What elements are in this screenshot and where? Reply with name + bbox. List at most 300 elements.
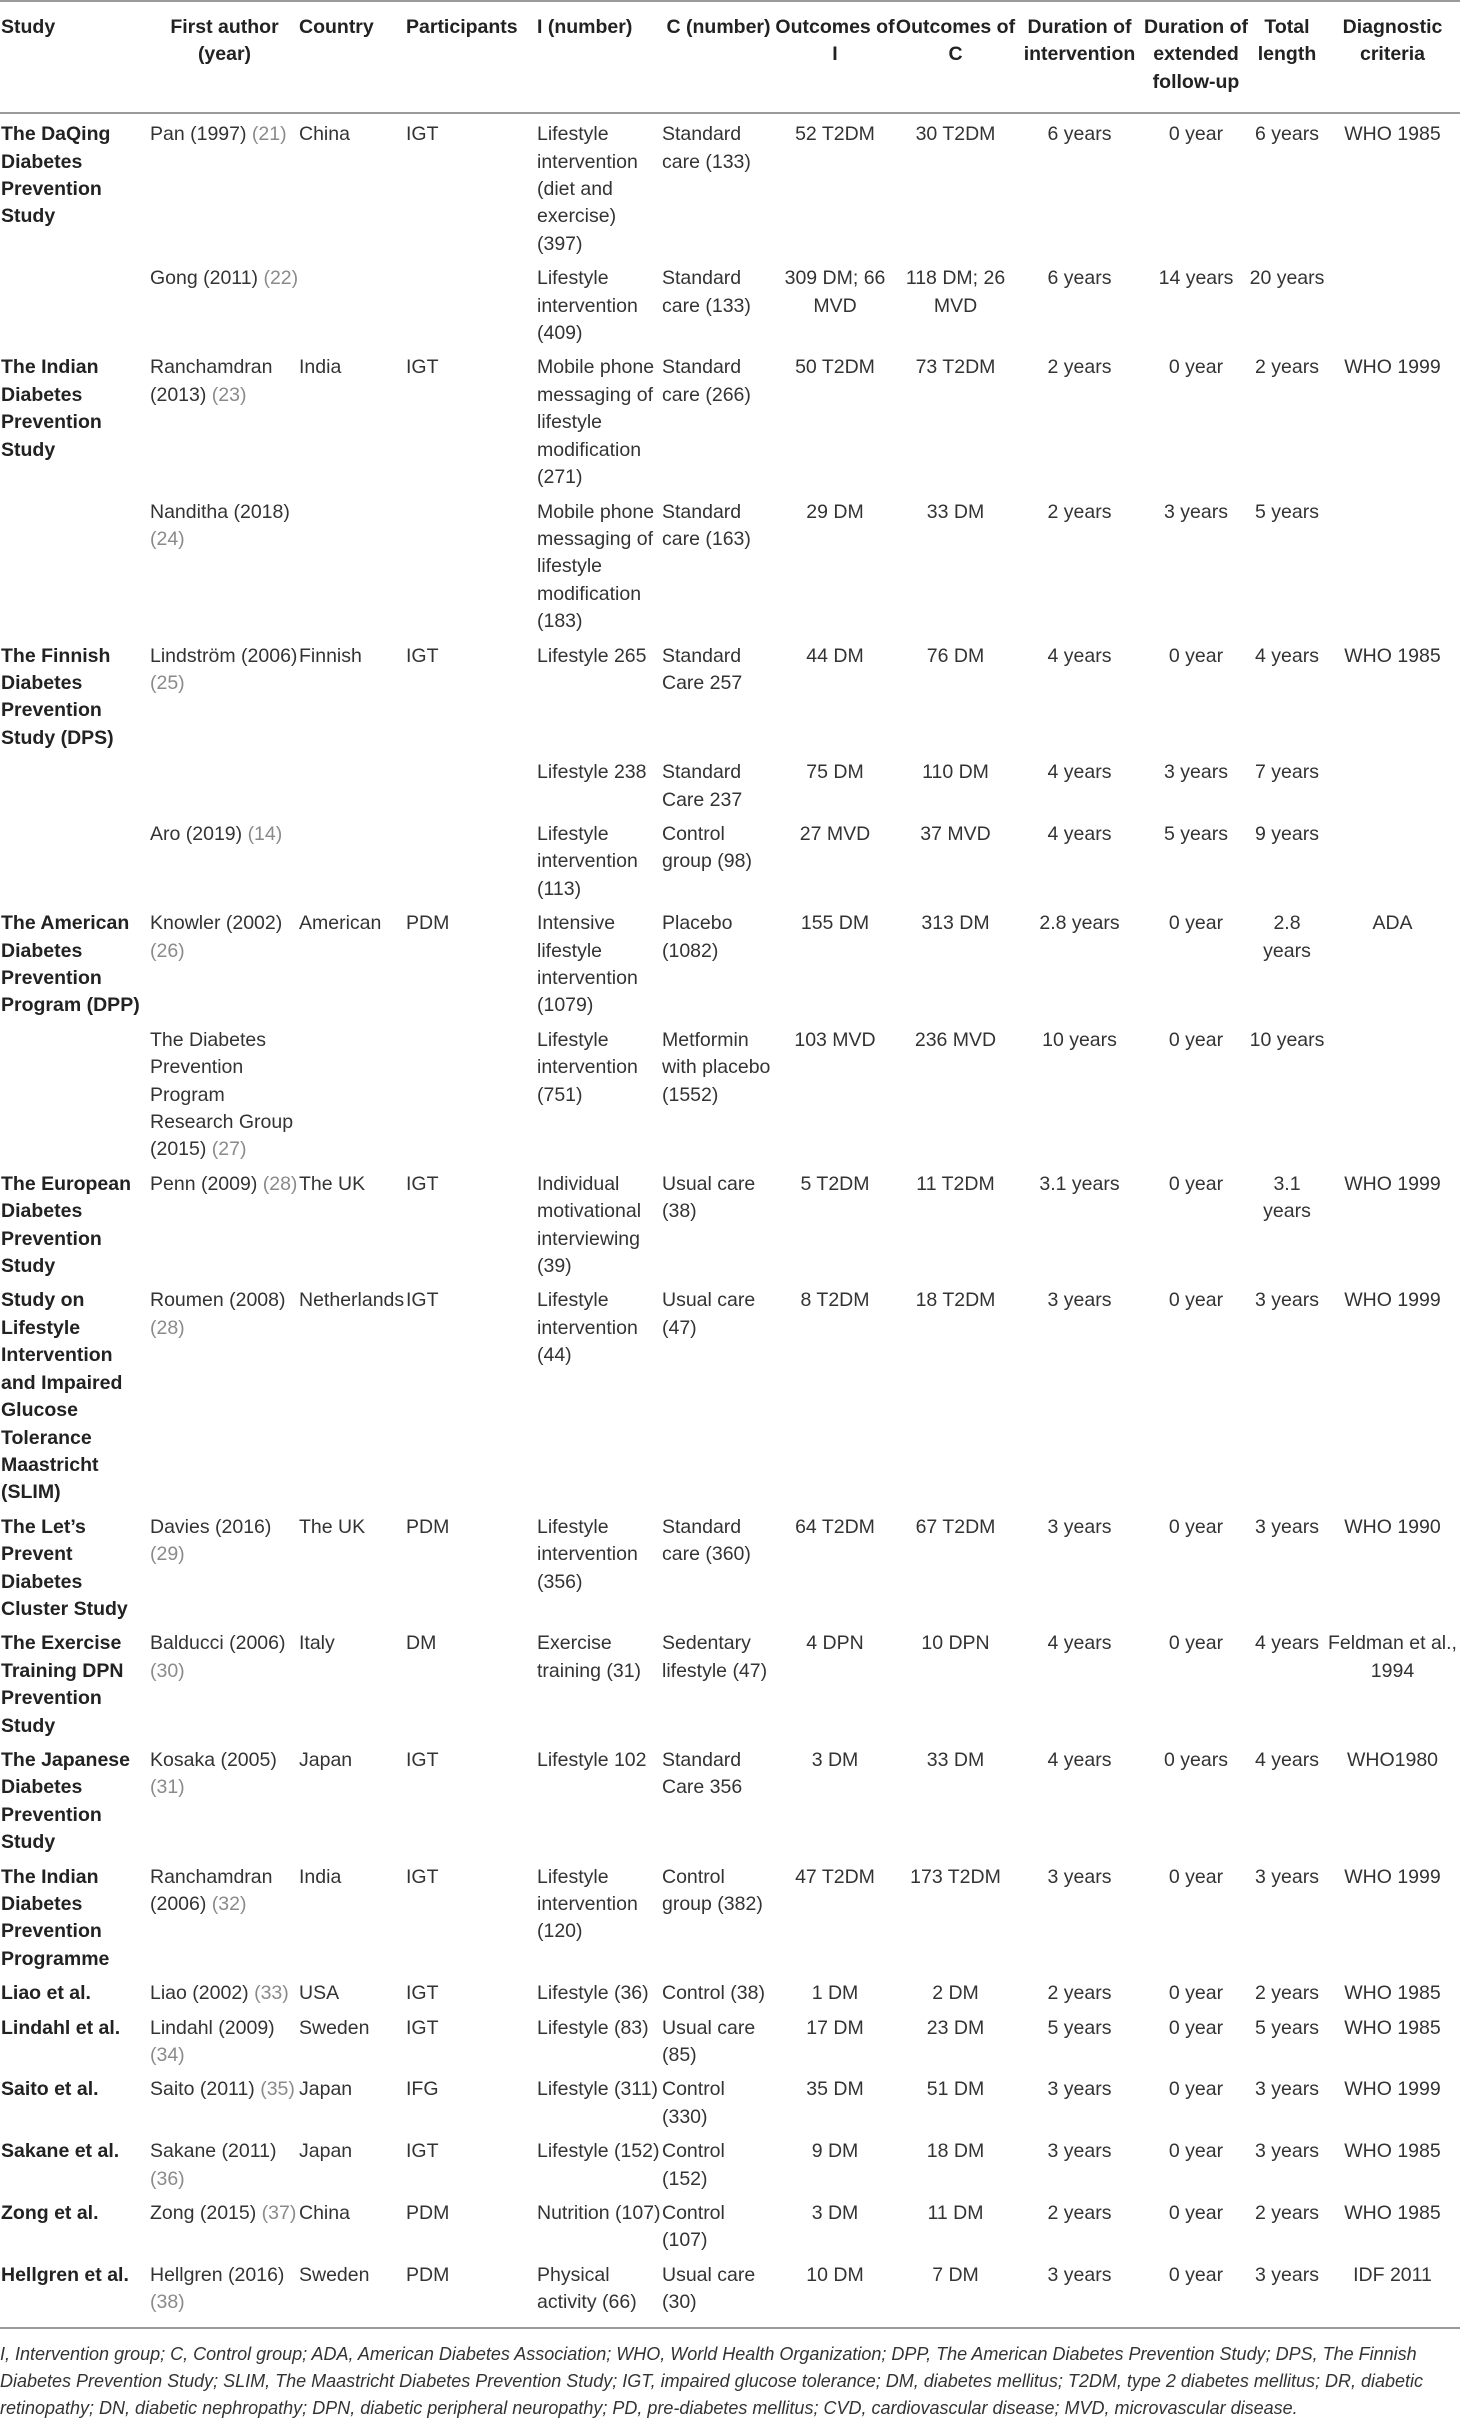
cell-outcomes-i: 3 DM: [811, 2202, 859, 2225]
header-outcomes-c: Outcomes of C: [895, 1, 1016, 113]
table-row: [0, 1164, 1460, 1281]
author-text: Penn (2009): [150, 1172, 258, 1195]
table-row: [0, 113, 1460, 258]
reference-link[interactable]: (35): [260, 2078, 295, 2101]
author-text: Roumen (2008): [150, 1289, 286, 1312]
cell-study: The Finnish Diabetes Prevention Study (DPS): [1, 644, 114, 749]
cell-country: China: [299, 2202, 350, 2225]
cell-outcomes-c: 51 DM: [926, 2078, 985, 2101]
cell-outcomes-i: 9 DM: [811, 2140, 859, 2163]
cell-diagnostic-criteria: [1325, 814, 1460, 903]
cell-outcomes-i: 5 T2DM: [800, 1172, 870, 1195]
cell-outcomes-i: 309 DM; 66 MVD: [784, 267, 886, 317]
cell-diagnostic-criteria: WHO 1985: [1344, 2140, 1441, 2163]
cell-total-length: 3 years: [1255, 2263, 1319, 2286]
cell-diagnostic-criteria: WHO 1999: [1344, 1865, 1441, 1888]
cell-duration-intervention: 3 years: [1047, 1289, 1112, 1312]
table-row: [0, 1020, 1460, 1164]
cell-outcomes-c: 110 DM: [922, 761, 989, 784]
cell-intervention: Lifestyle intervention (409): [537, 267, 638, 345]
cell-participants: [406, 1020, 537, 1164]
cell-intervention: Lifestyle intervention (113): [537, 822, 638, 900]
author-text: Zong (2015): [150, 2202, 257, 2225]
cell-first-author: [150, 2255, 299, 2327]
cell-outcomes-i: 50 T2DM: [795, 356, 875, 379]
cell-duration-intervention: 4 years: [1047, 1632, 1112, 1655]
cell-intervention: Lifestyle (83): [537, 2016, 649, 2039]
header-total-length: Total length: [1249, 1, 1325, 113]
cell-diagnostic-criteria: [1325, 492, 1460, 636]
cell-duration-follow-up: 5 years: [1164, 822, 1228, 845]
cell-study: The Let’s Prevent Diabetes Cluster Study: [1, 1515, 128, 1620]
reference-link[interactable]: (21): [251, 123, 287, 146]
cell-duration-follow-up: 0 year: [1168, 2202, 1224, 2225]
cell-first-author: [150, 1857, 299, 1974]
cell-participants: [406, 814, 537, 903]
author-text: Pan (1997): [150, 123, 247, 146]
cell-duration-follow-up: 0 year: [1168, 1515, 1224, 1538]
cell-outcomes-i: 44 DM: [806, 644, 864, 667]
cell-outcomes-i: 4 DPN: [806, 1632, 864, 1655]
cell-duration-follow-up: 0 years: [1164, 1748, 1228, 1771]
cell-study: The DaQing Diabetes Prevention Study: [1, 123, 111, 228]
author-text: Lindström (2006): [150, 644, 298, 667]
cell-study: Lindahl et al.: [1, 2016, 121, 2039]
cell-control: Standard Care 356: [662, 1748, 743, 1799]
cell-duration-follow-up: 0 year: [1168, 644, 1224, 667]
table-row: [0, 2008, 1460, 2070]
table-row: [0, 636, 1460, 753]
cell-outcomes-i: 35 DM: [806, 2078, 864, 2101]
cell-country: Netherlands: [299, 1289, 405, 1312]
cell-participants: PDM: [406, 1515, 450, 1538]
reference-link[interactable]: (28): [262, 1172, 298, 1195]
cell-duration-intervention: 4 years: [1047, 822, 1112, 845]
cell-control: Standard care (133): [662, 123, 751, 173]
cell-study: The Exercise Training DPN Prevention Study: [1, 1632, 124, 1737]
cell-duration-follow-up: 14 years: [1158, 267, 1234, 290]
cell-duration-follow-up: 0 year: [1168, 1172, 1224, 1195]
cell-outcomes-c: 18 DM: [926, 2140, 985, 2163]
author-text: Balducci (2006): [150, 1632, 286, 1655]
cell-intervention: Lifestyle intervention (356): [537, 1515, 638, 1593]
cell-country: Japan: [299, 2140, 353, 2163]
cell-duration-intervention: 3 years: [1047, 1865, 1112, 1888]
cell-first-author: [150, 1973, 299, 2007]
author-text: Aro (2019): [150, 822, 243, 845]
author-text: Sakane (2011): [150, 2140, 277, 2163]
cell-control: Metformin with placebo (1552): [662, 1028, 771, 1106]
cell-diagnostic-criteria: IDF 2011: [1353, 2263, 1432, 2286]
table-row: [0, 1507, 1460, 1624]
cell-participants: PDM: [406, 2263, 450, 2286]
cell-duration-follow-up: 0 year: [1168, 2078, 1224, 2101]
cell-intervention: Exercise training (31): [537, 1632, 642, 1682]
cell-outcomes-c: 23 DM: [926, 2016, 985, 2039]
author-text: Ranchamdran (2013): [150, 356, 273, 406]
table-row: [0, 2193, 1460, 2255]
cell-participants: [406, 492, 537, 636]
cell-study: [0, 258, 150, 347]
cell-study: Zong et al.: [1, 2202, 99, 2225]
cell-country: China: [299, 123, 350, 146]
cell-diagnostic-criteria: WHO 1985: [1344, 644, 1441, 667]
cell-duration-follow-up: 0 year: [1168, 356, 1224, 379]
cell-participants: IGT: [406, 2140, 439, 2163]
cell-total-length: 3 years: [1255, 2140, 1319, 2163]
cell-duration-intervention: 6 years: [1047, 123, 1112, 146]
cell-duration-follow-up: 0 year: [1168, 1865, 1224, 1888]
cell-country: Japan: [299, 2078, 353, 2101]
cell-outcomes-i: 3 DM: [811, 1748, 859, 1771]
cell-intervention: Lifestyle (36): [537, 1982, 649, 2005]
cell-first-author: [150, 1164, 299, 1281]
header-duration-intervention: Duration of intervention: [1016, 1, 1143, 113]
reference-link[interactable]: (25): [150, 671, 185, 694]
cell-study: [0, 1020, 150, 1164]
cell-diagnostic-criteria: WHO 1985: [1344, 2202, 1441, 2225]
cell-first-author: [150, 2008, 299, 2070]
cell-outcomes-i: 10 DM: [806, 2263, 864, 2286]
cell-country: Italy: [299, 1632, 335, 1655]
cell-outcomes-c: 33 DM: [926, 1748, 985, 1771]
cell-control: Placebo (1082): [662, 912, 733, 962]
cell-participants: IGT: [406, 1982, 439, 2005]
cell-country: India: [299, 1865, 342, 1888]
cell-outcomes-i: 1 DM: [811, 1982, 859, 2005]
cell-control: Standard Care 237: [662, 761, 743, 811]
cell-duration-follow-up: 0 year: [1168, 2140, 1224, 2163]
cell-outcomes-i: 17 DM: [806, 2016, 864, 2039]
cell-participants: IGT: [406, 644, 439, 667]
table-row: [0, 1280, 1460, 1506]
cell-study: [0, 814, 150, 903]
cell-country: [299, 814, 406, 903]
cell-participants: [406, 752, 537, 814]
cell-first-author: [150, 1280, 299, 1506]
cell-outcomes-c: 118 DM; 26 MVD: [905, 267, 1006, 317]
header-row: [0, 1, 1460, 113]
cell-intervention: Lifestyle 102: [537, 1748, 647, 1771]
header-country: Country: [299, 1, 406, 113]
cell-participants: IGT: [406, 356, 439, 379]
cell-country: Japan: [299, 1748, 353, 1771]
header-outcomes-i: Outcomes of I: [775, 1, 895, 113]
cell-intervention: Physical activity (66): [537, 2263, 637, 2314]
cell-duration-follow-up: 0 year: [1168, 123, 1224, 146]
cell-first-author: [150, 492, 299, 636]
cell-first-author: [150, 258, 299, 347]
cell-country: [299, 258, 406, 347]
cell-duration-intervention: 3 years: [1047, 2078, 1112, 2101]
author-text: Gong (2011): [150, 267, 259, 290]
reference-link[interactable]: (32): [211, 1893, 247, 1915]
table-row: [0, 752, 1460, 814]
cell-total-length: 9 years: [1255, 822, 1319, 845]
cell-intervention: Nutrition (107): [537, 2202, 661, 2225]
cell-duration-follow-up: 0 year: [1168, 1289, 1224, 1312]
cell-duration-intervention: 2 years: [1047, 356, 1112, 379]
cell-study: [0, 492, 150, 636]
cell-country: Sweden: [299, 2016, 370, 2039]
cell-total-length: 3 years: [1255, 1865, 1319, 1888]
cell-study: [0, 752, 150, 814]
cell-first-author: [150, 903, 299, 1020]
cell-duration-follow-up: 3 years: [1164, 500, 1228, 523]
cell-total-length: 3 years: [1255, 2078, 1319, 2101]
cell-outcomes-c: 73 T2DM: [915, 356, 996, 379]
cell-first-author: [150, 752, 299, 814]
cell-first-author: [150, 636, 299, 753]
reference-link[interactable]: (28): [150, 1316, 185, 1339]
header-intervention: I (number): [537, 1, 662, 113]
cell-intervention: Individual motivational interviewing (39): [537, 1172, 642, 1278]
cell-participants: PDM: [406, 2202, 450, 2225]
cell-intervention: Mobile phone messaging of lifestyle modification (183): [537, 500, 655, 633]
cell-diagnostic-criteria: Feldman et al., 1994: [1328, 1632, 1457, 1682]
table-row: [0, 903, 1460, 1020]
cell-outcomes-i: 103 MVD: [794, 1028, 876, 1051]
author-text: Saito (2011): [150, 2078, 255, 2101]
cell-diagnostic-criteria: [1325, 258, 1460, 347]
cell-outcomes-c: 7 DM: [932, 2263, 979, 2286]
cell-total-length: 7 years: [1255, 761, 1319, 784]
cell-control: Control group (98): [662, 822, 752, 873]
cell-outcomes-c: 18 T2DM: [915, 1289, 996, 1312]
author-text: Kosaka (2005): [150, 1748, 277, 1771]
cell-outcomes-i: 27 MVD: [799, 822, 871, 845]
cell-duration-intervention: 3 years: [1047, 2140, 1112, 2163]
cell-outcomes-i: 47 T2DM: [795, 1865, 875, 1888]
cell-diagnostic-criteria: WHO 1999: [1344, 1172, 1441, 1195]
cell-study: Saito et al.: [1, 2078, 99, 2101]
author-text: Davies (2016): [150, 1515, 272, 1538]
table-row: [0, 2255, 1460, 2327]
author-text: Hellgren (2016): [150, 2263, 285, 2286]
author-text: Ranchamdran (2006): [150, 1865, 273, 1915]
cell-total-length: 4 years: [1255, 1748, 1319, 1771]
reference-link[interactable]: (27): [211, 1138, 247, 1161]
cell-intervention: Lifestyle 238: [537, 761, 647, 784]
cell-intervention: Lifestyle (311): [537, 2078, 659, 2101]
cell-total-length: 2 years: [1255, 2202, 1319, 2225]
cell-total-length: 2 years: [1255, 1982, 1319, 2005]
cell-outcomes-c: 10 DPN: [921, 1632, 990, 1655]
cell-first-author: [150, 1623, 299, 1740]
cell-first-author: [150, 1507, 299, 1624]
reference-link[interactable]: (36): [150, 2167, 185, 2190]
table-row: [0, 492, 1460, 636]
cell-control: Usual care (30): [662, 2263, 756, 2314]
cell-total-length: 2 years: [1255, 356, 1319, 379]
table-row: [0, 2131, 1460, 2193]
cell-duration-intervention: 5 years: [1047, 2016, 1112, 2039]
cell-diagnostic-criteria: [1325, 1020, 1460, 1164]
cell-duration-follow-up: 0 year: [1168, 2016, 1224, 2039]
cell-participants: PDM: [406, 912, 450, 935]
reference-link[interactable]: (37): [261, 2202, 297, 2225]
cell-diagnostic-criteria: WHO 1985: [1344, 2016, 1441, 2039]
cell-intervention: Lifestyle intervention (diet and exercise) (397): [537, 123, 638, 255]
table-row: [0, 1740, 1460, 1857]
cell-control: Standard care (133): [662, 267, 751, 317]
reference-link[interactable]: (24): [150, 527, 185, 550]
cell-participants: IGT: [406, 1172, 439, 1195]
cell-country: [299, 752, 406, 814]
cell-total-length: 4 years: [1255, 644, 1319, 667]
cell-total-length: 6 years: [1255, 123, 1319, 146]
cell-intervention: Lifestyle 265: [537, 644, 647, 667]
cell-outcomes-c: 67 T2DM: [915, 1515, 996, 1538]
reference-link[interactable]: (38): [150, 2291, 185, 2314]
cell-duration-follow-up: 3 years: [1164, 761, 1228, 784]
reference-link[interactable]: (33): [254, 1982, 289, 2005]
cell-first-author: [150, 2069, 299, 2131]
cell-diagnostic-criteria: [1325, 752, 1460, 814]
cell-diagnostic-criteria: ADA: [1372, 912, 1413, 935]
cell-first-author: [150, 1020, 299, 1164]
cell-total-length: 4 years: [1255, 1632, 1319, 1655]
cell-duration-intervention: 3 years: [1047, 2263, 1112, 2286]
reference-link[interactable]: (23): [211, 383, 247, 406]
cell-study: Sakane et al.: [1, 2140, 120, 2163]
cell-duration-intervention: 4 years: [1047, 1748, 1112, 1771]
cell-country: [299, 492, 406, 636]
cell-first-author: [150, 1740, 299, 1857]
cell-diagnostic-criteria: WHO 1999: [1344, 2078, 1441, 2101]
cell-intervention: Intensive lifestyle intervention (1079): [537, 912, 638, 1017]
cell-total-length: 3.1 years: [1263, 1172, 1311, 1223]
cell-duration-follow-up: 0 year: [1168, 912, 1224, 935]
cell-participants: IGT: [406, 1865, 439, 1888]
cell-control: Standard care (163): [662, 500, 751, 550]
cell-outcomes-i: 75 DM: [806, 761, 864, 784]
table-header: [0, 1, 1460, 113]
cell-participants: IGT: [406, 1289, 439, 1312]
cell-control: Usual care (47): [662, 1289, 756, 1339]
cell-duration-intervention: 3.1 years: [1039, 1172, 1120, 1195]
cell-participants: IGT: [406, 2016, 439, 2039]
cell-participants: IGT: [406, 1748, 439, 1771]
cell-study: Study on Lifestyle Intervention and Impaired Glucose Tolerance Maastricht (SLIM): [1, 1289, 123, 1504]
cell-country: Finnish: [299, 644, 362, 667]
cell-outcomes-c: 236 MVD: [914, 1028, 997, 1051]
cell-duration-intervention: 2.8 years: [1039, 912, 1120, 935]
cell-outcomes-i: 52 T2DM: [795, 123, 875, 146]
cell-outcomes-c: 76 DM: [926, 644, 985, 667]
cell-total-length: 10 years: [1249, 1028, 1325, 1051]
cell-study: The Indian Diabetes Prevention Programme: [1, 1865, 110, 1970]
cell-duration-follow-up: 0 year: [1168, 1982, 1224, 2005]
author-text: Knowler (2002): [150, 912, 283, 935]
table-footnote: I, Intervention group; C, Control group; ADA, American Diabetes Association; WHO, World Health Organization; DPP, The American Diabetes Prevention Study; DPS, The Finnish Diabetes Prevention Study; SLIM, The Maastricht Diabetes Prevention Study; IGT, impaired glucose tolerance; DM, diabetes mellitus; T2DM, type 2 diabetes mellitus; DR, diabetic retinopathy; DN, diabetic nephropathy; DPN, diabetic peripheral neuropathy; PD, pre-diabetes mellitus; CVD, cardiovascular disease; MVD, microvascular disease.: [0, 2327, 1460, 2422]
cell-duration-intervention: 3 years: [1047, 1515, 1112, 1538]
reference-link[interactable]: (26): [150, 939, 185, 962]
table-row: [0, 814, 1460, 903]
cell-diagnostic-criteria: WHO 1999: [1344, 1289, 1441, 1312]
reference-link[interactable]: (14): [247, 822, 283, 845]
cell-diagnostic-criteria: WHO 1985: [1344, 123, 1441, 146]
cell-control: Sedentary lifestyle (47): [662, 1632, 768, 1682]
cell-control: Usual care (38): [662, 1172, 756, 1223]
cell-total-length: 5 years: [1255, 2016, 1319, 2039]
cell-control: Control group (382): [662, 1865, 763, 1915]
cell-duration-intervention: 2 years: [1047, 1982, 1112, 2005]
reference-link[interactable]: (34): [150, 2044, 185, 2067]
cell-duration-intervention: 4 years: [1047, 761, 1112, 784]
cell-control: Control (330): [662, 2078, 725, 2128]
cell-control: Standard care (360): [662, 1515, 751, 1566]
cell-outcomes-i: 29 DM: [806, 500, 864, 523]
table-row: [0, 1623, 1460, 1740]
header-first-author: First author (year): [150, 1, 299, 113]
reference-link[interactable]: (30): [150, 1659, 185, 1682]
cell-total-length: 2.8 years: [1263, 912, 1311, 962]
cell-outcomes-i: 155 DM: [800, 912, 870, 935]
cell-study: The American Diabetes Prevention Program (DPP): [1, 912, 140, 1017]
table-row: [0, 347, 1460, 491]
cell-control: Standard care (266): [662, 356, 751, 406]
cell-country: Sweden: [299, 2263, 370, 2286]
cell-country: American: [299, 912, 382, 935]
reference-link[interactable]: (22): [263, 267, 299, 290]
reference-link[interactable]: (29): [150, 1543, 185, 1566]
author-text: Lindahl (2009): [150, 2016, 275, 2039]
header-duration-follow-up: Duration of extended follow-up: [1143, 1, 1249, 113]
cell-first-author: [150, 814, 299, 903]
cell-total-length: 20 years: [1249, 267, 1325, 290]
table-body: [0, 113, 1460, 2326]
cell-control: Control (152): [662, 2140, 725, 2190]
header-diagnostic-criteria: Diagnostic criteria: [1325, 1, 1460, 113]
cell-study: Liao et al.: [1, 1982, 91, 2005]
cell-country: India: [299, 356, 342, 379]
cell-study: Hellgren et al.: [1, 2263, 129, 2286]
cell-control: Control (38): [662, 1982, 765, 2005]
cell-study: The Indian Diabetes Prevention Study: [1, 356, 102, 461]
cell-outcomes-c: 2 DM: [932, 1982, 979, 2005]
cell-total-length: 5 years: [1255, 500, 1319, 523]
cell-diagnostic-criteria: WHO1980: [1346, 1748, 1439, 1771]
cell-control: Control (107): [662, 2202, 725, 2252]
author-text: The Diabetes Prevention Program Research Group (2015): [150, 1028, 294, 1161]
cell-outcomes-c: 173 T2DM: [910, 1865, 1001, 1888]
cell-intervention: Lifestyle (152): [537, 2140, 660, 2163]
cell-outcomes-i: 64 T2DM: [795, 1515, 875, 1538]
cell-total-length: 3 years: [1255, 1289, 1319, 1312]
author-text: Liao (2002): [150, 1982, 249, 2005]
cell-country: The UK: [299, 1172, 366, 1195]
cell-outcomes-c: 30 T2DM: [915, 123, 996, 146]
cell-outcomes-c: 37 MVD: [920, 822, 991, 845]
cell-study: The European Diabetes Prevention Study: [1, 1172, 132, 1278]
cell-intervention: Mobile phone messaging of lifestyle modification (271): [537, 356, 655, 489]
table-row: [0, 1857, 1460, 1974]
reference-link[interactable]: (31): [150, 1776, 185, 1799]
cell-first-author: [150, 113, 299, 258]
cell-total-length: 3 years: [1255, 1515, 1319, 1538]
cell-duration-intervention: 4 years: [1047, 644, 1112, 667]
cell-duration-intervention: 6 years: [1047, 267, 1112, 290]
cell-outcomes-c: 11 DM: [927, 2202, 984, 2225]
cell-participants: IFG: [406, 2078, 439, 2101]
cell-diagnostic-criteria: WHO 1990: [1344, 1515, 1441, 1538]
cell-duration-follow-up: 0 year: [1168, 2263, 1224, 2286]
cell-country: USA: [299, 1982, 340, 2005]
cell-outcomes-c: 11 T2DM: [916, 1172, 995, 1195]
cell-country: The UK: [299, 1515, 366, 1538]
cell-diagnostic-criteria: WHO 1999: [1344, 356, 1441, 379]
